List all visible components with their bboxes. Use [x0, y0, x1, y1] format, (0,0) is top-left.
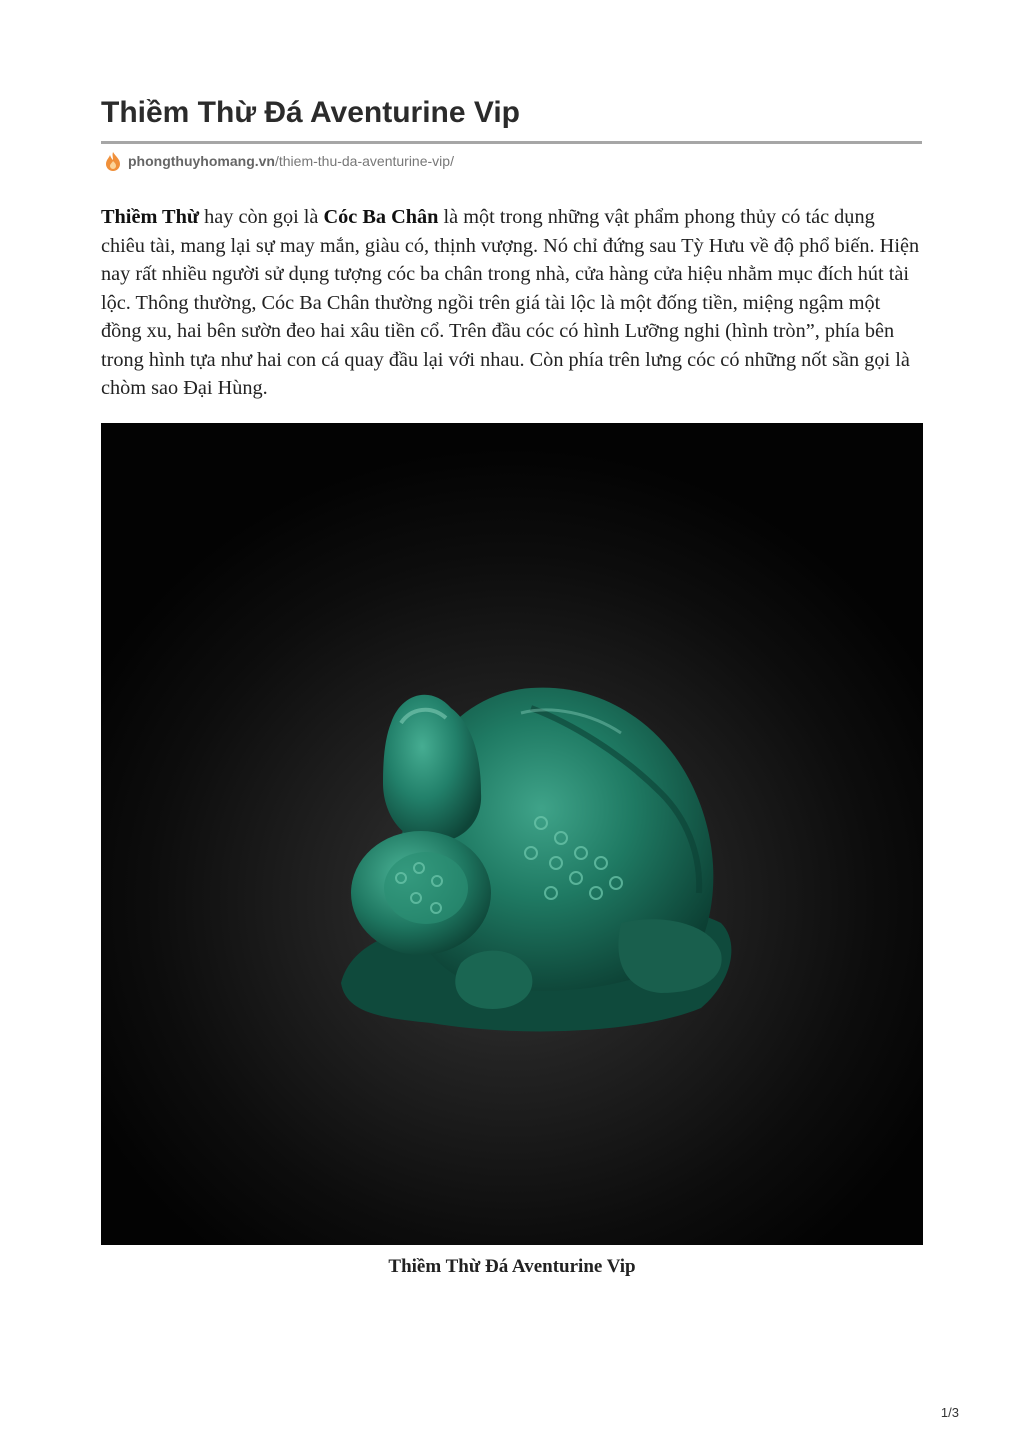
intro-paragraph: [101, 203, 923, 403]
term-coc-ba-chan: Cóc Ba Chân: [323, 206, 439, 228]
term-thiem-thu: Thiềm Thừ: [101, 206, 200, 228]
jade-toad-illustration: [101, 423, 923, 1245]
source-link[interactable]: [104, 150, 454, 172]
intro-text-2: là một trong những vật phẩm phong thủy có tác dụng chiêu tài, mang lại sự may mắn, giàu có, thịnh vượng. Nó chỉ đứng sau Tỳ Hưu về độ phổ biến. Hiện nay rất nhiều người sử dụng tượng cóc ba chân trong nhà, cửa hàng cửa hiệu nhằm mục đích hút tài lộc. Thông thường, Cóc Ba Chân thường ngồi trên giá tài lộc là một đống tiền, miệng ngậm một đồng xu, hai bên sườn đeo hai xâu tiền cổ. Trên đầu cóc có hình Lưỡng nghi (hình tròn”, phía bên trong hình tựa như hai con cá quay đầu lại với nhau. Còn phía trên lưng cóc có những nốt sần gọi là chòm sao Đại Hùng.: [101, 206, 920, 399]
flame-icon: [104, 151, 122, 171]
intro-text-1: hay còn gọi là: [199, 206, 324, 228]
source-path[interactable]: /thiem-thu-da-aventurine-vip/: [274, 153, 454, 169]
page-title: Thiềm Thừ Đá Aventurine Vip: [101, 96, 521, 129]
title-divider: [101, 141, 922, 144]
source-domain[interactable]: phongthuyhomang.vn: [128, 153, 275, 169]
product-photo: [101, 423, 923, 1245]
page-number: 1/3: [940, 1405, 959, 1420]
figure-caption: Thiềm Thừ Đá Aventurine Vip: [388, 1256, 636, 1277]
